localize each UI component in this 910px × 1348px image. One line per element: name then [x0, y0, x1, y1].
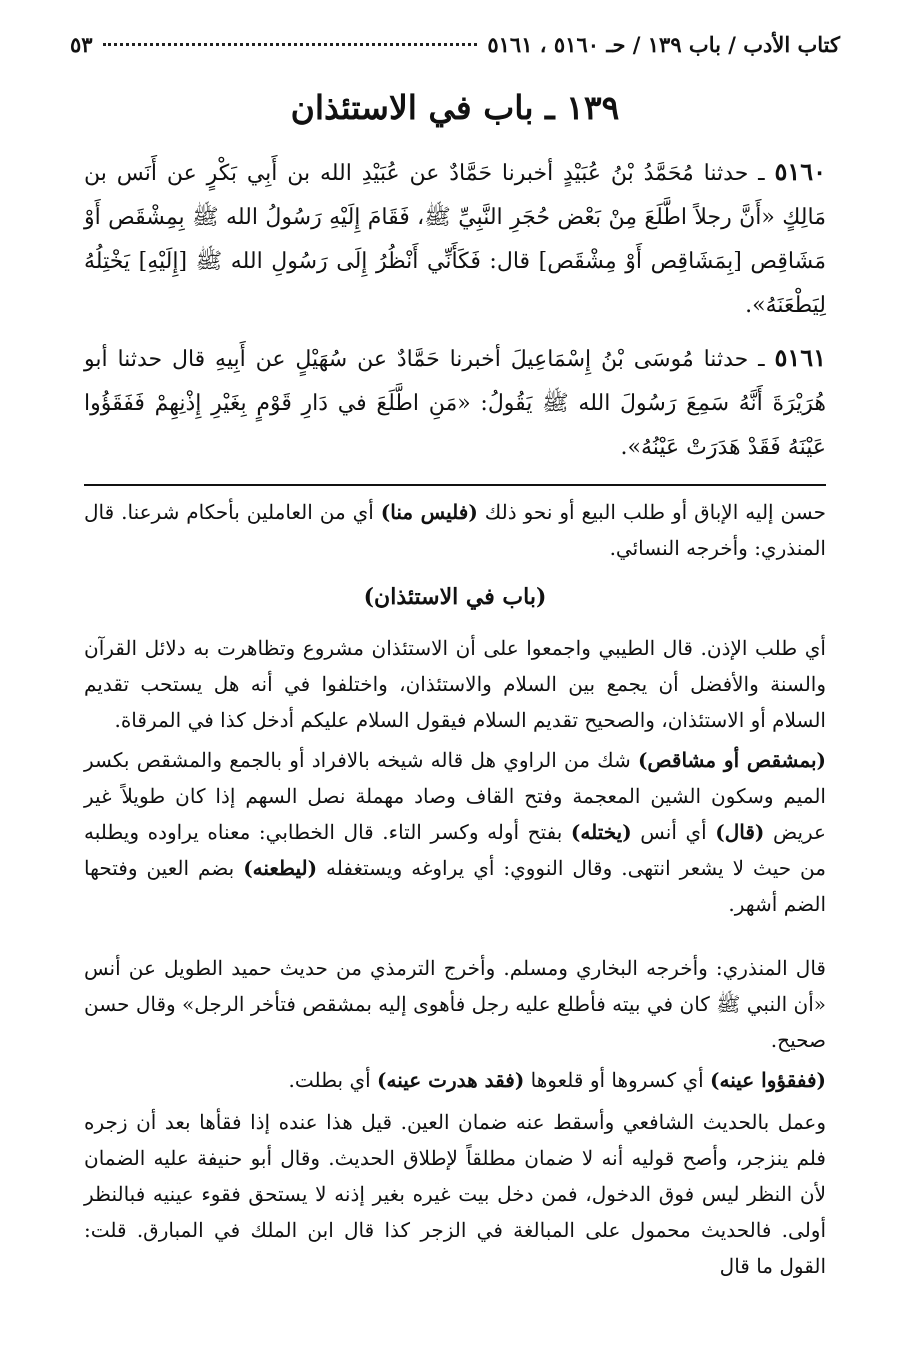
commentary-keyword: (بمشقص أو مشاقص) — [637, 748, 826, 772]
hadith-text: ـ حدثنا مُوسَى بْنُ إِسْمَاعِيلَ أخبرنا حَمَّادٌ عن سُهَيْلٍ عن أَبِيهِ قال حدثنا أبو هُرَيْرَةَ أَنَّهُ سَمِعَ رَسُولَ الله ﷺ يَقُولُ: «مَنِ اطَّلَعَ في دَارِ قَوْمٍ بِغَيْرِ إِذْنِهِمْ فَفَقَؤُوا عَيْنَهُ فَقَدْ هَدَرَتْ عَيْنُهُ». — [84, 347, 826, 460]
hadith-5161 — [84, 336, 826, 470]
page-number: ٥٣ — [70, 32, 93, 57]
commentary-paragraph-1 — [84, 494, 826, 566]
commentary-subheading: (باب في الاستئذان) — [363, 584, 547, 610]
commentary-keyword: (ففقؤوا عينه) — [710, 1068, 826, 1092]
header-dot-leader — [103, 43, 478, 46]
commentary-text: بضم العين وفتحها الضم أشهر. — [84, 856, 826, 916]
commentary-paragraph-6: وعمل بالحديث الشافعي وأسقط عنه ضمان العين. قيل هذا عنده إذا فقأها بعد أن زجره فلم ينزجر، وأصح قوليه أنه لا ضمان مطلقاً لإطلاق الحديث. وقال أبو حنيفة عليه الضمان لأن النظر ليس فوق الدخول، فمن دخل بيت غيره بغير إذنه لا يستحق فقوء عينيه فبالنظر أولى. فالحديث محمول على المبالغة في الزجر كذا قال ابن الملك في المبارق. قلت: القول ما قال — [84, 1110, 826, 1278]
chapter-title: ١٣٩ ـ باب في الاستئذان — [290, 88, 620, 127]
running-header — [70, 32, 840, 72]
commentary-paragraph-2: أي طلب الإذن. قال الطيبي واجمعوا على أن الاستئذان مشروع وتظاهرت به دلائل القرآن والسنة والأفضل أن يجمع بين السلام والاستئذان، واختلفوا في أنه هل يستحب تقديم السلام أو الاستئذان، والصحيح تقديم السلام فيقول السلام عليكم أدخل كذا في المرقاة. — [84, 636, 826, 732]
commentary-keyword: (ليطعنه) — [243, 856, 318, 880]
commentary-text: حسن إليه الإباق أو طلب البيع أو نحو ذلك — [477, 500, 826, 524]
hadith-number: ٥١٦١ — [774, 343, 826, 372]
commentary-keyword: (فقد هدرت عينه) — [377, 1068, 525, 1092]
commentary-divider — [84, 484, 826, 486]
hadith-number: ٥١٦٠ — [774, 157, 827, 186]
commentary-keyword: (فليس منا) — [380, 500, 478, 524]
commentary-keyword: (يختله) — [570, 820, 632, 844]
commentary-text: أي بطلت. — [288, 1068, 378, 1092]
hadith-text: ـ حدثنا مُحَمَّدُ بْنُ عُبَيْدٍ أخبرنا حَمَّادٌ عن عُبَيْدِ الله بن أَبِي بَكْرٍ عن أَنَس بن مَالِكٍ «أَنَّ رجلاً اطَّلَعَ مِنْ بَعْض حُجَرِ النَّبِيِّ ﷺ، فَقَامَ إِلَيْهِ رَسُولُ الله ﷺ بِمِشْقَص أَوْ مَشَاقِص [بِمَشَاقِص أَوْ مِشْقَص] قال: فَكَأَنِّي أَنْظُرُ إِلَى رَسُولِ الله ﷺ [إِلَيْهِ] يَخْتِلُهُ لِيَطْعَنَهُ». — [84, 161, 827, 318]
commentary-paragraph-3 — [84, 742, 826, 922]
commentary-paragraph-4: قال المنذري: وأخرجه البخاري ومسلم. وأخرج الترمذي من حديث حميد الطويل عن أنس «أن النبي ﷺ كان في بيته فأطلع عليه رجل فأهوى إليه بمشقص فتأخر الرجل» وقال حسن صحيح. — [84, 956, 826, 1052]
hadith-5160 — [84, 150, 826, 328]
commentary-text: أي من العاملين بأحكام شرعنا. قال المنذري: وأخرجه النسائي. — [84, 500, 826, 560]
commentary-text: أي كسروها أو قلعوها — [524, 1068, 711, 1092]
commentary-text: بفتح أوله وكسر التاء. قال الخطابي: معناه يراوده ويطلبه من حيث لا يشعر انتهى. وقال النووي: أي يراوغه ويستغفله — [84, 820, 826, 880]
running-title: كتاب الأدب / باب ١٣٩ / حـ ٥١٦٠ ، ٥١٦١ — [487, 32, 840, 57]
commentary-text: شك من الراوي هل قاله شيخه بالافراد أو بالجمع والمشقص بكسر الميم وسكون الشين المعجمة وفتح القاف وصاد مهملة نصل السهم إذا كان طويلاً غير عريض — [84, 748, 826, 844]
commentary-paragraph-5 — [84, 1062, 826, 1098]
commentary-keyword: (قال) — [715, 820, 765, 844]
commentary-text: أي أنس — [631, 820, 716, 844]
